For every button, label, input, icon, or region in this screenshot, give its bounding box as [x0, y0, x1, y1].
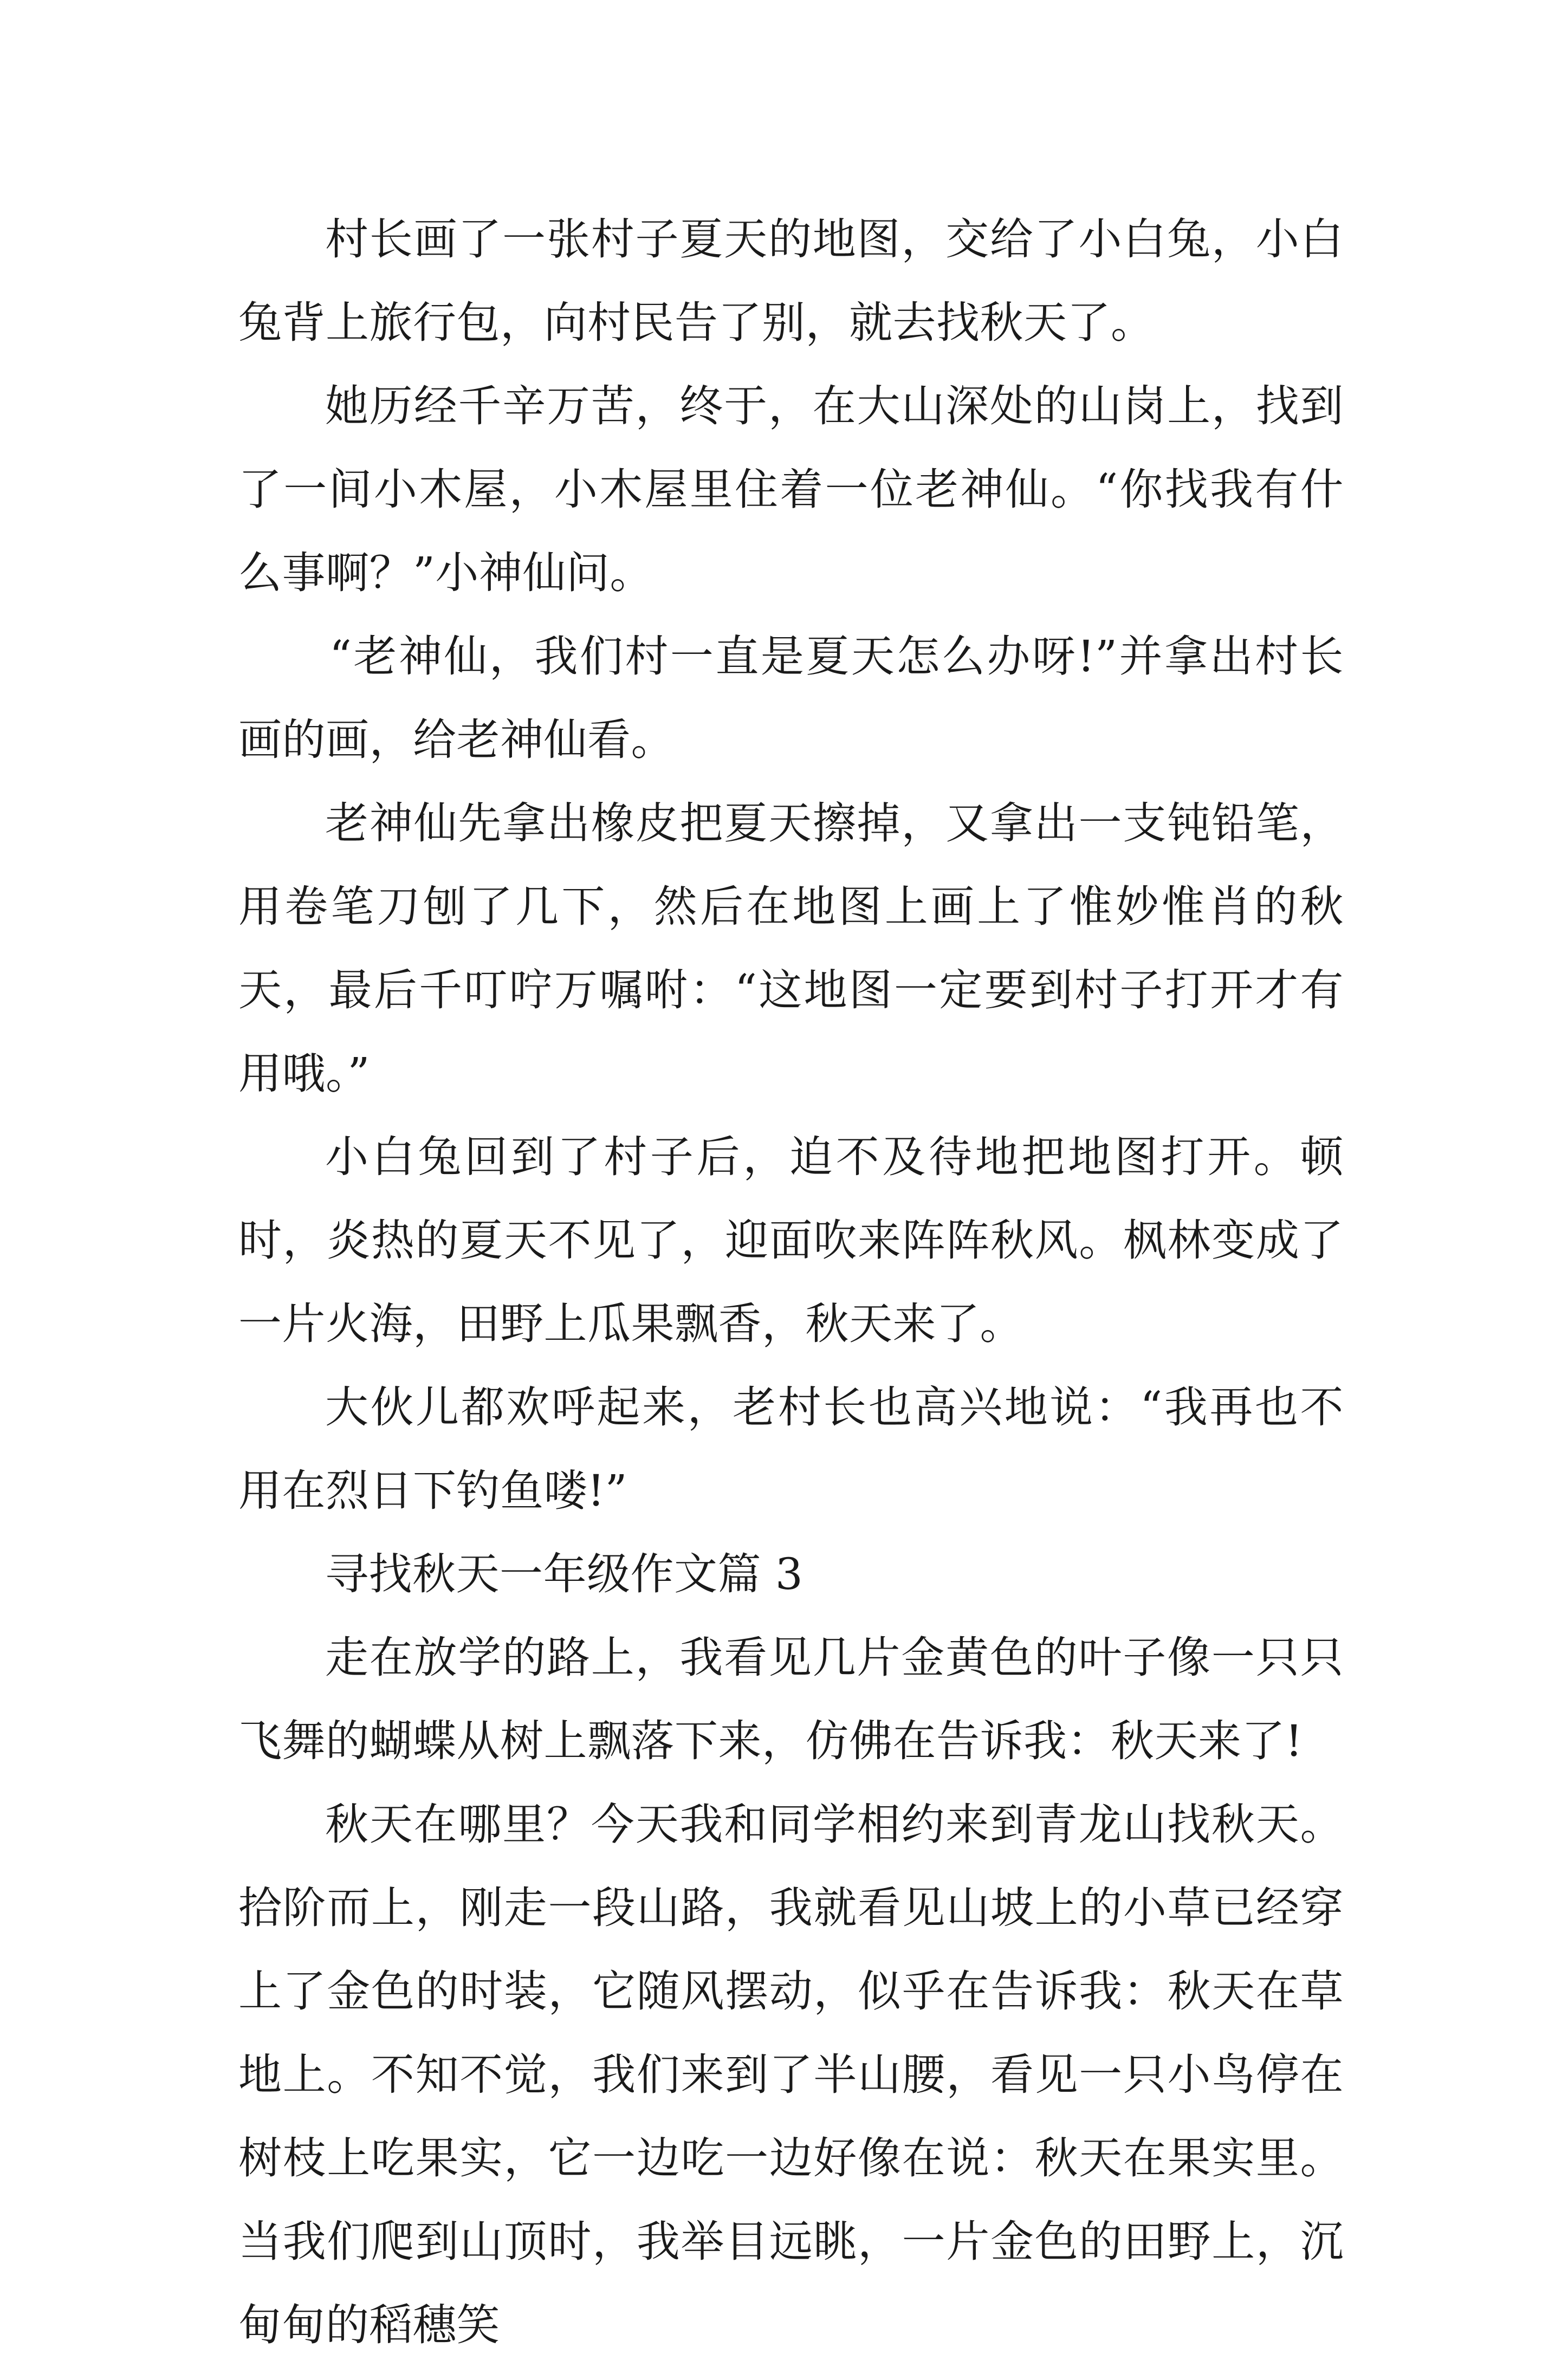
paragraph: 小白兔回到了村子后，迫不及待地把地图打开。顿时，炎热的夏天不见了，迎面吹来阵阵秋风。枫林变成了一片火海，田野上瓜果飘香，秋天来了。 — [238, 1132, 1344, 1349]
paragraph: 老神仙先拿出橡皮把夏天擦掉，又拿出一支钝铅笔，用卷笔刀刨了几下，然后在地图上画上了惟妙惟肖的秋天，最后千叮咛万嘱咐：“这地图一定要到村子打开才有用哦。” — [238, 798, 1344, 1099]
paragraph: “老神仙，我们村一直是夏天怎么办呀!”并拿出村长画的画，给老神仙看。 — [238, 631, 1344, 765]
paragraph: 秋天在哪里？今天我和同学相约来到青龙山找秋天。拾阶而上，刚走一段山路，我就看见山坡上的小草已经穿上了金色的时装，它随风摆动，似乎在告诉我：秋天在草地上。不知不觉，我们来到了半山腰，看见一只小鸟停在树枝上吃果实，它一边吃一边好像在说：秋天在果实里。当我们爬到山顶时，我举目远眺，一片金色的田野上，沉甸甸的稻穗笑 — [238, 1799, 1344, 2350]
paragraph: 大伙儿都欢呼起来，老村长也高兴地说：“我再也不用在烈日下钓鱼喽!” — [238, 1382, 1344, 1516]
paragraph: 走在放学的路上，我看见几片金黄色的叶子像一只只飞舞的蝴蝶从树上飘落下来，仿佛在告诉我：秋天来了! — [238, 1632, 1344, 1766]
paragraph: 村长画了一张村子夏天的地图，交给了小白兔，小白兔背上旅行包，向村民告了别，就去找秋天了。 — [238, 214, 1344, 348]
paragraph: 她历经千辛万苦，终于，在大山深处的山岗上，找到了一间小木屋，小木屋里住着一位老神仙。“你找我有什么事啊？”小神仙问。 — [238, 381, 1344, 598]
section-title: 寻找秋天一年级作文篇 3 — [325, 1549, 804, 1599]
document-body — [238, 198, 1344, 2367]
